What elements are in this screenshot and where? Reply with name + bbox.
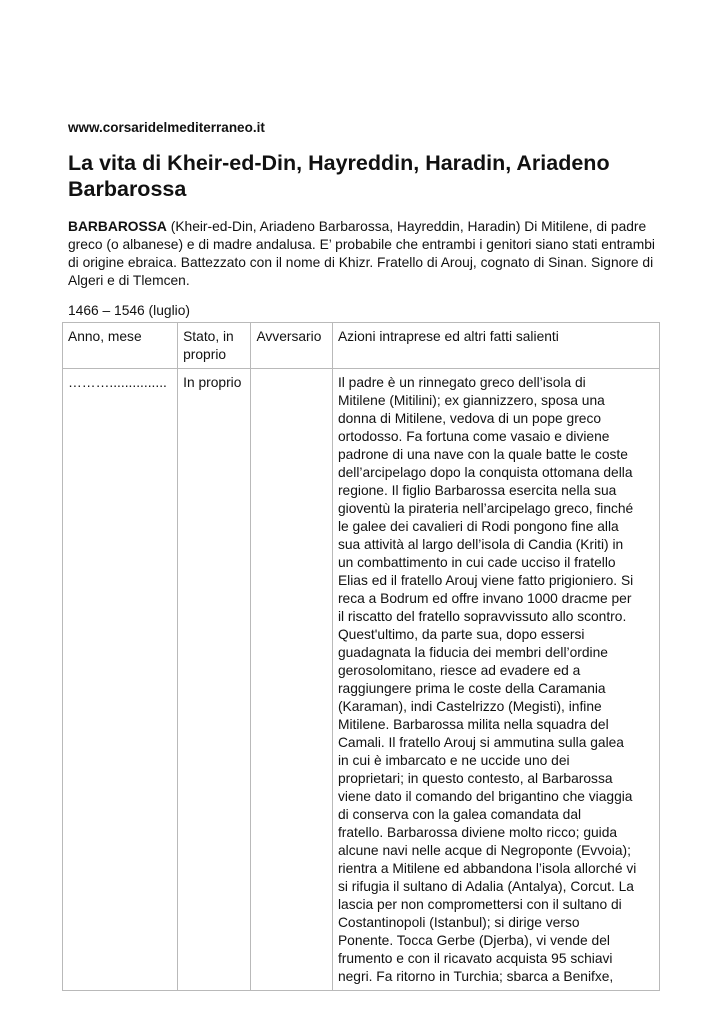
- azioni-line: regione. Il figlio Barbarossa esercita nella sua: [337, 483, 617, 498]
- azioni-line: Camali. Il fratello Arouj si ammutina sulla galea: [337, 735, 624, 750]
- life-dates: 1466 – 1546 (luglio): [68, 303, 190, 318]
- header-avversario: Avversario: [251, 323, 333, 369]
- azioni-line: Ponente. Tocca Gerbe (Djerba), vi vende del: [337, 933, 610, 948]
- title-line-1: La vita di Kheir-ed-Din, Hayreddin, Haradin, Ariadeno: [68, 151, 610, 175]
- table-header-row: [63, 323, 660, 369]
- azioni-text: [338, 374, 655, 986]
- azioni-line: negri. Fa ritorno in Turchia; sbarca a Benifxe,: [337, 969, 614, 984]
- azioni-line: donna di Mitilene, vedova di un pope greco: [337, 411, 602, 426]
- azioni-line: lascia per non compromettersi con il sultano di: [337, 897, 622, 912]
- cell-stato: In proprio: [178, 369, 251, 991]
- intro-text: (Kheir-ed-Din, Ariadeno Barbarossa, Hayreddin, Haradin) Di Mitilene, di padre greco (o albanese) e di madre andalusa. E’ probabile che entrambi i genitori siano stati entrambi di origine ebraica. Battezzato con il nome di Khizr. Fratello di Arouj, cognato di Sinan. Signore di Algeri e di Tlemcen.: [68, 219, 655, 288]
- azioni-line: Mitilene (Mitilini); ex giannizzero, sposa una: [337, 393, 605, 408]
- azioni-line: si rifugia il sultano di Adalia (Antalya), Corcut. La: [337, 879, 634, 894]
- azioni-line: viene dato il comando del brigantino che viaggia: [337, 789, 633, 804]
- azioni-line: dell’arcipelago dopo la conquista ottomana della: [337, 465, 633, 480]
- azioni-line: in cui è imbarcato e ne uccide uno dei: [337, 753, 570, 768]
- azioni-line: il riscatto del fratello sopravvissuto allo scontro.: [337, 609, 627, 624]
- header-stato: Stato, in proprio: [178, 323, 251, 369]
- azioni-line: Costantinopoli (Istanbul); si dirige verso: [337, 915, 580, 930]
- azioni-line: rientra a Mitilene ed abbandona l’isola allorché vi: [337, 861, 637, 876]
- intro-name: BARBAROSSA: [68, 219, 167, 234]
- header-anno: Anno, mese: [63, 323, 178, 369]
- cell-anno: ………...............: [63, 369, 178, 991]
- azioni-line: padrone di una nave con la quale batte le coste: [337, 447, 628, 462]
- azioni-line: frumento e con il ricavato acquista 95 schiavi: [337, 951, 613, 966]
- title-line-2: Barbarossa: [68, 177, 187, 201]
- azioni-line: un combattimento in cui cade ucciso il fratello: [337, 555, 616, 570]
- azioni-line: le galee dei cavalieri di Rodi pongono fine alla: [337, 519, 619, 534]
- azioni-line: di conserva con la galea comandata dal: [337, 807, 582, 822]
- azioni-line: fratello. Barbarossa diviene molto ricco; guida: [337, 825, 618, 840]
- azioni-line: gerosolomitano, riesce ad evadere ed a: [337, 663, 581, 678]
- azioni-line: proprietari; in questo contesto, al Barbarossa: [337, 771, 613, 786]
- azioni-line: gioventù la pirateria nell’arcipelago greco, finché: [337, 501, 634, 516]
- azioni-line: alcune navi nelle acque di Negroponte (Evvoia);: [337, 843, 631, 858]
- azioni-line: Mitilene. Barbarossa milita nella squadra del: [337, 717, 609, 732]
- azioni-line: raggiungere prima le coste della Caramania: [337, 681, 606, 696]
- azioni-line: Il padre è un rinnegato greco dell’isola di: [337, 375, 586, 390]
- events-table: [62, 322, 660, 991]
- azioni-line: sua attività al largo dell’isola di Candia (Kriti) in: [337, 537, 624, 552]
- azioni-line: Quest'ultimo, da parte sua, dopo essersi: [337, 627, 585, 642]
- page-title: [68, 150, 668, 202]
- cell-azioni: [332, 369, 659, 991]
- azioni-line: guadagnata la fiducia dei membri dell’ordine: [337, 645, 608, 660]
- azioni-line: (Karaman), indi Castelrizzo (Megisti), infine: [337, 699, 602, 714]
- cell-avversario: [251, 369, 333, 991]
- azioni-line: Elias ed il fratello Arouj viene fatto prigioniero. Si: [337, 573, 634, 588]
- table-row: [63, 369, 660, 991]
- azioni-line: ortodosso. Fa fortuna come vasaio e diviene: [337, 429, 610, 444]
- header-azioni: Azioni intraprese ed altri fatti salienti: [332, 323, 659, 369]
- site-url: www.corsaridelmediterraneo.it: [68, 120, 265, 135]
- azioni-line: reca a Bodrum ed offre invano 1000 dracme per: [337, 591, 632, 606]
- intro-paragraph: [68, 218, 664, 290]
